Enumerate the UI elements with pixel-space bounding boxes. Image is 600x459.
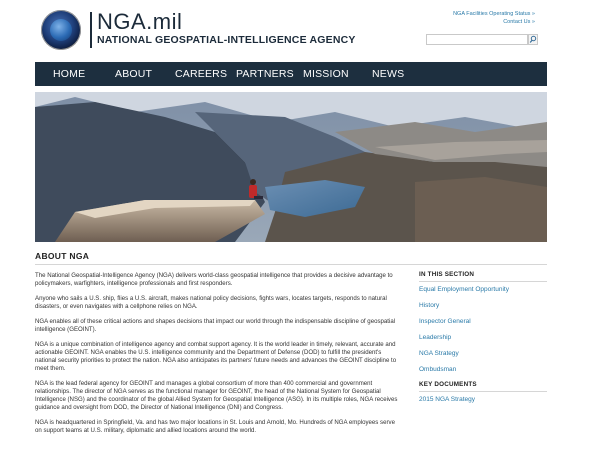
sidebar <box>419 271 547 408</box>
sidebar-link-nga-strategy[interactable]: NGA Strategy <box>419 350 459 357</box>
search-input[interactable] <box>426 34 528 45</box>
globe-icon <box>50 19 72 41</box>
main-content <box>35 272 399 442</box>
search-button[interactable] <box>528 34 538 45</box>
page-wrapper <box>35 0 547 434</box>
nav-partners[interactable]: PARTNERS <box>236 68 294 80</box>
hero-image <box>35 92 547 242</box>
body-paragraph: NGA enables all of these critical actions and shapes decisions that impact our world through the indispensable discipline of geospatial intelligence (GEOINT). <box>35 318 396 333</box>
nav-news[interactable]: NEWS <box>372 68 405 80</box>
fjord-landscape-image <box>35 92 547 242</box>
sidebar-link-ombudsman[interactable]: Ombudsman <box>419 366 457 373</box>
site-header <box>35 0 547 62</box>
logo-divider <box>90 12 92 48</box>
nga-seal-logo[interactable] <box>41 10 81 50</box>
intro-paragraph: The National Geospatial-Intelligence Agency (NGA) delivers world-class geospatial intelligence that provides a decisive advantage to policymakers, warfighters, intelligence professionals and first responders. <box>35 272 393 287</box>
site-logo-subtitle: NATIONAL GEOSPATIAL-INTELLIGENCE AGENCY <box>97 34 356 46</box>
facilities-status-link[interactable]: NGA Facilities Operating Status » <box>453 11 535 17</box>
contact-us-link[interactable]: Contact Us » <box>503 19 535 25</box>
utility-links <box>453 10 535 26</box>
search-icon <box>529 35 537 44</box>
body-paragraph: NGA is a unique combination of intelligence agency and combat support agency. It is the world leader in timely, relevant, accurate and actionable GEOINT. NGA enables the U.S. intelligence community and the Department of Defense (DOD) to fulfill the president's national security priorities to protect the nation. NGA also anticipates its partners' future needs and advances the GEOINT discipline to meet them. <box>35 341 397 372</box>
body-paragraph: Anyone who sails a U.S. ship, flies a U.S. aircraft, makes national policy decisions, fights wars, locates targets, responds to natural disasters, or even navigates with a cellphone relies on NGA. <box>35 295 387 310</box>
main-nav <box>35 62 547 86</box>
nav-about[interactable]: ABOUT <box>115 68 153 80</box>
sidebar-heading-key-documents: KEY DOCUMENTS <box>419 381 547 392</box>
site-logo-title[interactable]: NGA.mil <box>97 9 183 34</box>
body-paragraph: NGA is the lead federal agency for GEOINT and manages a global consortium of more than 400 commercial and government relationships. The director of NGA serves as the functional manager for GEOINT, the head of the National System for Geospatial Intelligence (NSG) and the coordinator of the global Allied System for Geospatial Intelligence (ASG). In its multiple roles, NGA receives guidance and oversight from DOD, the Director of National Intelligence (DNI) and Congress. <box>35 380 398 411</box>
sidebar-link-eeo[interactable]: Equal Employment Opportunity <box>419 286 509 293</box>
sidebar-link-inspector-general[interactable]: Inspector General <box>419 318 471 325</box>
sidebar-link-history[interactable]: History <box>419 302 440 309</box>
sidebar-link-leadership[interactable]: Leadership <box>419 334 452 341</box>
page-title: ABOUT NGA <box>35 251 90 261</box>
sidebar-heading-in-this-section: IN THIS SECTION <box>419 271 547 282</box>
nav-home[interactable]: HOME <box>53 68 86 80</box>
nav-careers[interactable]: CAREERS <box>175 68 228 80</box>
body-paragraph: NGA is headquartered in Springfield, Va. and has two major locations in St. Louis and Arnold, Mo. Hundreds of NGA employees serve on support teams at U.S. military, diplomatic and allied locations around the world. <box>35 419 395 434</box>
doc-link-2015-strategy[interactable]: 2015 NGA Strategy <box>419 396 476 403</box>
nav-mission[interactable]: MISSION <box>303 68 349 80</box>
title-divider <box>35 264 547 265</box>
